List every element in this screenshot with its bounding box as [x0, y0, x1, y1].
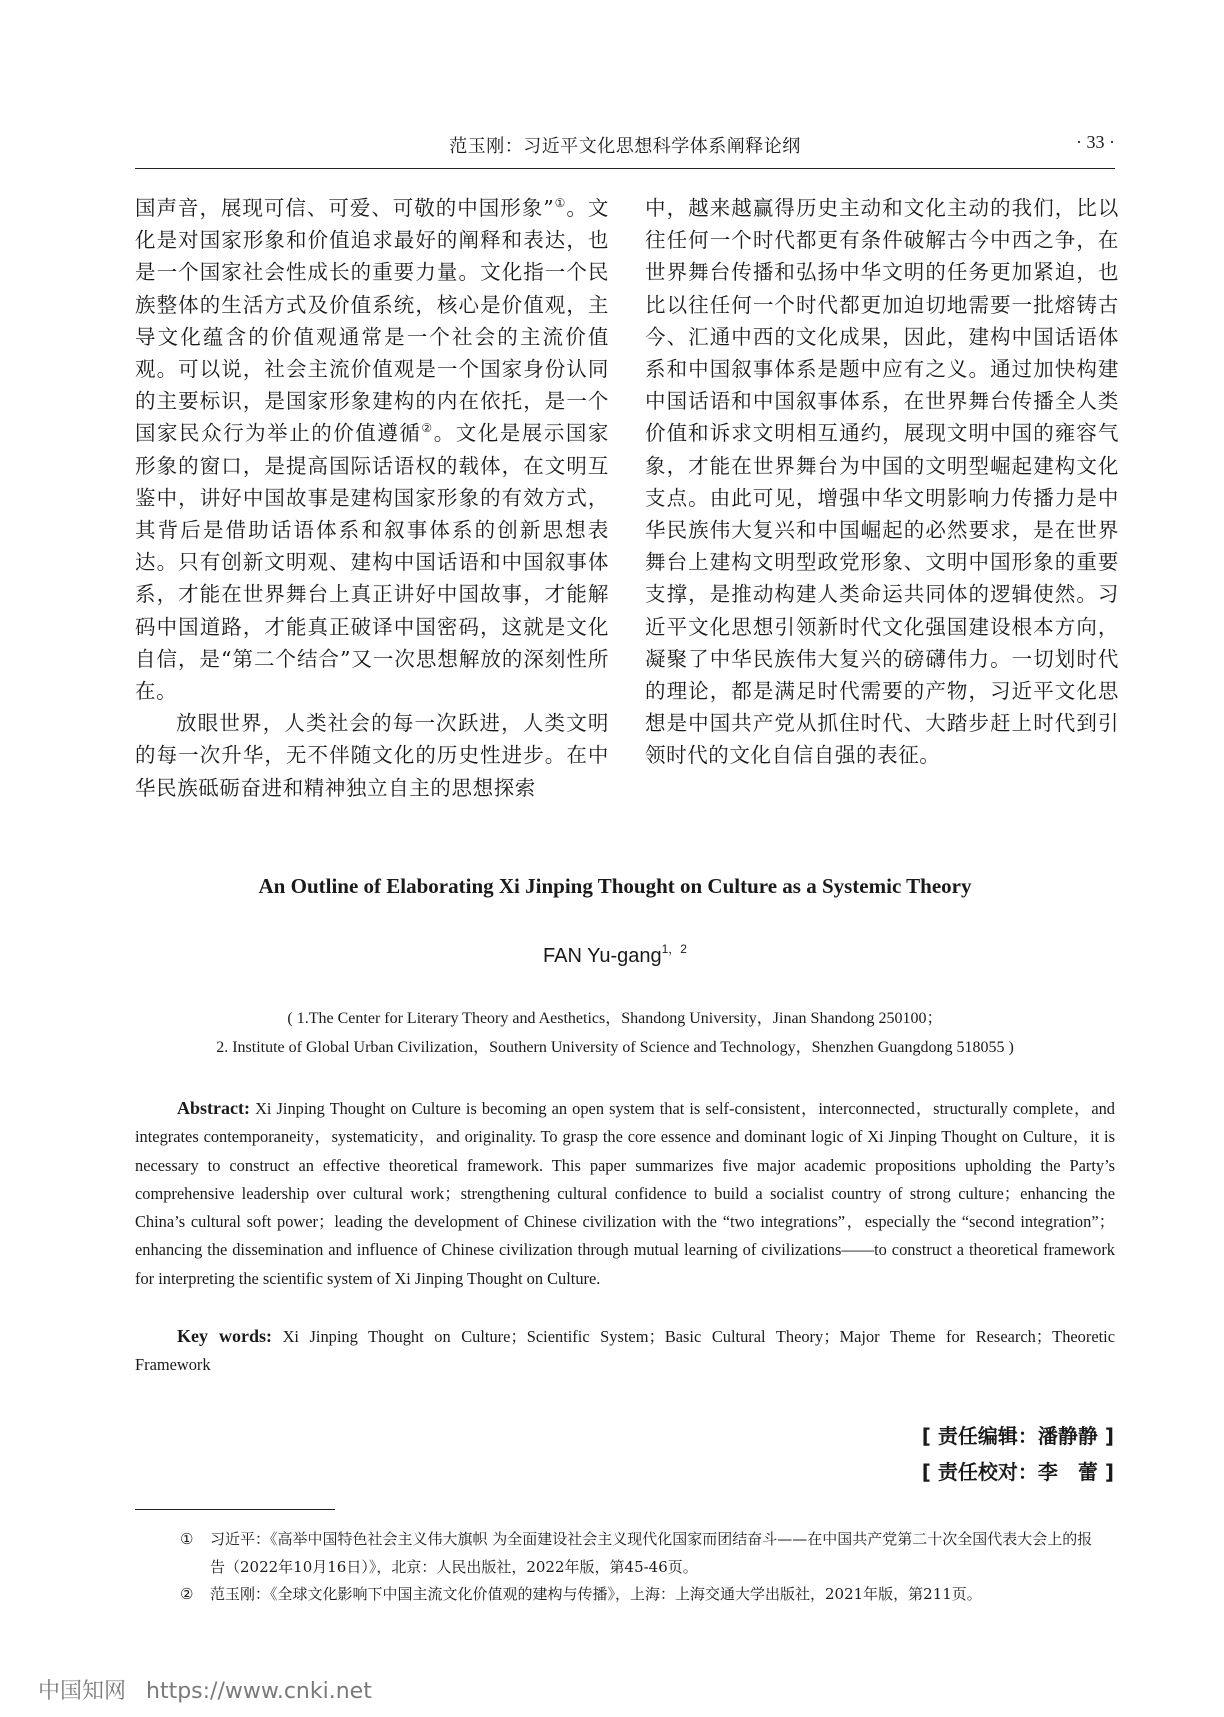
running-title: 范玉刚：习近平文化思想科学体系阐释论纲	[449, 136, 801, 157]
paragraph-text: 。文化是对国家形象和价值追求最好的阐释和表达，也是一个国家社会性成长的重要力量。文化指一个民族整体的生活方式及价值系统，核心是价值观，主导文化蕴含的价值观通常是一个社会的主流价值观。可以说，社会主流价值观是一个国家身份认同的主要标识，是国家形象建构的内在依托，是一个国家民众行为举止的价值遵循	[135, 196, 610, 446]
affiliation-1: ( 1.The Center for Literary Theory and Aesthetics，Shandong University，Jinan Shandong 250100；	[287, 1010, 943, 1027]
editor-credits	[922, 1418, 1114, 1490]
author-name: FAN Yu-gang	[543, 945, 662, 967]
affiliations	[100, 1004, 1130, 1062]
footnote-ref-1[interactable]: ①	[554, 196, 567, 210]
keywords	[135, 1322, 1115, 1380]
footnote-text: 习近平：《高举中国特色社会主义伟大旗帜 为全面建设社会主义现代化国家而团结奋斗——在中国共产党第二十次全国代表大会上的报告（2022年10月16日）》，北京：人民出版社，2022年版，第45-46页。	[210, 1530, 1093, 1576]
keywords-label: Key words:	[177, 1326, 272, 1346]
paragraph: 放眼世界，人类社会的每一次跃进，人类文明的每一次升华，无不伴随文化的历史性进步。在中华民族砥砺奋进和精神独立自主的思想探索	[135, 711, 609, 800]
page-number: · 33 ·	[1076, 132, 1115, 152]
watermark-name: 中国知网	[38, 1679, 127, 1704]
footnote-ref-2[interactable]: ②	[421, 421, 434, 436]
footnote-mark: ①	[180, 1530, 194, 1548]
abstract-label: Abstract:	[177, 1098, 250, 1118]
cnki-watermark	[38, 1674, 372, 1705]
watermark-url[interactable]: https://www.cnki.net	[146, 1679, 372, 1704]
body-column-left	[135, 192, 609, 804]
body-column-right	[645, 192, 1119, 772]
paragraph: 中，越来越赢得历史主动和文化主动的我们，比以往任何一个时代都更有条件破解古今中西之争，在世界舞台传播和弘扬中华文明的任务更加紧迫，也比以往任何一个时代都更加迫切地需要一批熔铸古今、汇通中西的文化成果，因此，建构中国话语体系和中国叙事体系是题中应有之义。通过加快构建中国话语和中国叙事体系，在世界舞台传播全人类价值和诉求文明相互通约，展现文明中国的雍容气象，才能在世界舞台为中国的文明型崛起建构文化支点。由此可见，增强中华文明影响力传播力是中华民族伟大复兴和中国崛起的必然要求，是在世界舞台上建构文明型政党形象、文明中国形象的重要支撑，是推动构建人类命运共同体的逻辑使然。习近平文化思想引领新时代文化强国建设根本方向，凝聚了中华民族伟大复兴的磅礴伟力。一切划时代的理论，都是满足时代需要的产物，习近平文化思想是中国共产党从抓住时代、大踏步赶上时代到引领时代的文化自信自强的表征。	[645, 196, 1119, 768]
author-affiliation-marks: 1，2	[661, 942, 687, 956]
footnote-divider	[135, 1509, 335, 1510]
responsible-editor: [ 责任编辑：潘静静 ]	[921, 1424, 1114, 1448]
footnote-1	[180, 1526, 1100, 1581]
english-title: An Outline of Elaborating Xi Jinping Thought on Culture as a Systemic Theory	[258, 874, 972, 898]
footnotes	[180, 1526, 1100, 1609]
footnote-mark: ②	[180, 1585, 194, 1603]
author-line	[100, 942, 1130, 968]
paragraph	[135, 192, 609, 707]
affiliation-2: 2. Institute of Global Urban Civilization，Southern University of Science and Technology，Shenzhen Guangdong 518055 )	[216, 1039, 1014, 1056]
paragraph-text: 。文化是展示国家形象的窗口，是提高国际话语权的载体，在文明互鉴中，讲好中国故事是建构国家形象的有效方式，其背后是借助话语体系和叙事体系的创新思想表达。只有创新文明观、建构中国话语和中国叙事体系，才能在世界舞台上真正讲好中国故事，才能解码中国道路，才能真正破译中国密码，这就是文化自信，是“第二个结合”又一次思想解放的深刻性所在。	[135, 421, 609, 704]
running-header	[135, 128, 1115, 169]
keywords-text: Xi Jinping Thought on Culture；Scientific System；Basic Cultural Theory；Major Theme for Research；Theoretic Framework	[135, 1327, 1115, 1375]
abstract-text: Xi Jinping Thought on Culture is becoming an open system that is self-consistent，interconnected，structurally complete，and integrates contemporaneity，systematicity，and originality. To grasp the core essence and dominant logic of Xi Jinping Thought on Culture，it is necessary to construct an effective theoretical framework. This paper summarizes five major academic propositions upholding the Party’s comprehensive leadership over cultural work；strengthening cultural confidence to build a socialist country of strong culture；enhancing the China’s cultural soft power；leading the development of Chinese civilization with the “two integrations”，especially the “second integration”；enhancing the dissemination and influence of Chinese civilization through mutual learning of civilizations——to construct a theoretical framework for interpreting the scientific system of Xi Jinping Thought on Culture.	[135, 1099, 1115, 1288]
abstract	[135, 1094, 1115, 1293]
footnote-text: 范玉刚：《全球文化影响下中国主流文化价值观的建构与传播》，上海：上海交通大学出版社，2021年版，第211页。	[210, 1585, 982, 1603]
paragraph-text: 国声音，展现可信、可爱、可敬的中国形象”	[135, 196, 555, 220]
responsible-proofreader: [ 责任校对：李 蕾 ]	[921, 1460, 1114, 1484]
footnote-2	[180, 1581, 1100, 1609]
